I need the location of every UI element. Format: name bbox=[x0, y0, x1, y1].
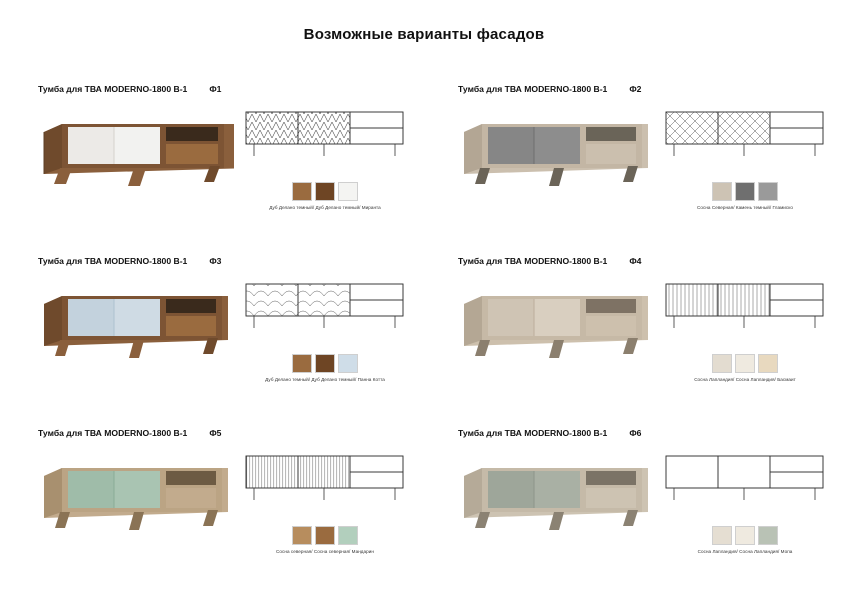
swatch bbox=[712, 354, 732, 373]
variant-code: Ф5 bbox=[209, 428, 222, 438]
variant-code: Ф3 bbox=[209, 256, 222, 266]
swatch bbox=[292, 354, 312, 373]
swatch bbox=[315, 182, 335, 201]
variant-heading bbox=[38, 84, 410, 94]
color-swatches bbox=[240, 182, 410, 201]
swatch-caption: Сосна северная/ Сосна северная/ Мандарин bbox=[276, 549, 374, 554]
variant-code: Ф2 bbox=[629, 84, 642, 94]
technical-drawing bbox=[240, 450, 410, 556]
swatch bbox=[735, 182, 755, 201]
swatch-caption: Сосна Лапландия/ Сосна Лапландия/ Мопа bbox=[697, 549, 793, 554]
technical-drawing bbox=[240, 106, 410, 212]
swatch bbox=[712, 182, 732, 201]
variant-cell-3 bbox=[0, 242, 424, 414]
variant-cell-4 bbox=[424, 242, 848, 414]
variant-title: Тумба для ТВА MODERNO-1800 В-1 bbox=[458, 84, 608, 94]
variant-cell-5 bbox=[0, 414, 424, 586]
color-swatches bbox=[240, 354, 410, 373]
technical-drawing bbox=[660, 278, 830, 384]
swatch bbox=[292, 182, 312, 201]
swatch bbox=[758, 182, 778, 201]
swatch bbox=[315, 526, 335, 545]
product-render bbox=[458, 450, 654, 556]
variant-code: Ф6 bbox=[629, 428, 642, 438]
variant-cell-6 bbox=[424, 414, 848, 586]
page-title: Возможные варианты фасадов bbox=[303, 26, 545, 43]
product-render bbox=[458, 106, 654, 212]
color-swatches bbox=[660, 182, 830, 201]
variant-title: Тумба для ТВА MODERNO-1800 В-1 bbox=[38, 428, 188, 438]
swatch-caption: Дуб Делано темный/ Дуб Делано темный/ Панна Котта bbox=[265, 377, 385, 382]
variant-cell-2 bbox=[424, 70, 848, 242]
technical-drawing bbox=[660, 450, 830, 556]
swatch-caption: Дуб Делано темный/ Дуб Делано темный/ Миранта bbox=[269, 205, 381, 210]
variant-title: Тумба для ТВА MODERNO-1800 В-1 bbox=[38, 84, 188, 94]
color-swatches bbox=[660, 354, 830, 373]
swatch bbox=[735, 526, 755, 545]
color-swatches bbox=[660, 526, 830, 545]
swatch bbox=[758, 354, 778, 373]
swatch-caption: Сосна Северная/ Камень темный/ Гламиско bbox=[697, 205, 793, 210]
product-render bbox=[38, 450, 234, 556]
swatch bbox=[338, 354, 358, 373]
technical-drawing bbox=[660, 106, 830, 212]
variants-grid bbox=[0, 70, 848, 586]
swatch bbox=[758, 526, 778, 545]
variant-title: Тумба для ТВА MODERNO-1800 В-1 bbox=[458, 428, 608, 438]
product-render bbox=[458, 278, 654, 384]
variant-title: Тумба для ТВА MODERNO-1800 В-1 bbox=[38, 256, 188, 266]
swatch bbox=[338, 182, 358, 201]
product-render bbox=[38, 278, 234, 384]
variant-title: Тумба для ТВА MODERNO-1800 В-1 bbox=[458, 256, 608, 266]
technical-drawing bbox=[240, 278, 410, 384]
variant-heading bbox=[458, 256, 830, 266]
swatch bbox=[735, 354, 755, 373]
swatch bbox=[292, 526, 312, 545]
product-render bbox=[38, 106, 234, 212]
variant-cell-1 bbox=[0, 70, 424, 242]
swatch bbox=[338, 526, 358, 545]
swatch-caption: Сосна Лапландия/ Сосна Лапландия/ Басмаит bbox=[694, 377, 796, 382]
swatch bbox=[315, 354, 335, 373]
swatch bbox=[712, 526, 732, 545]
color-swatches bbox=[240, 526, 410, 545]
variant-heading bbox=[458, 428, 830, 438]
variant-code: Ф1 bbox=[209, 84, 222, 94]
variant-heading bbox=[38, 256, 410, 266]
variant-code: Ф4 bbox=[629, 256, 642, 266]
variant-heading bbox=[458, 84, 830, 94]
variant-heading bbox=[38, 428, 410, 438]
